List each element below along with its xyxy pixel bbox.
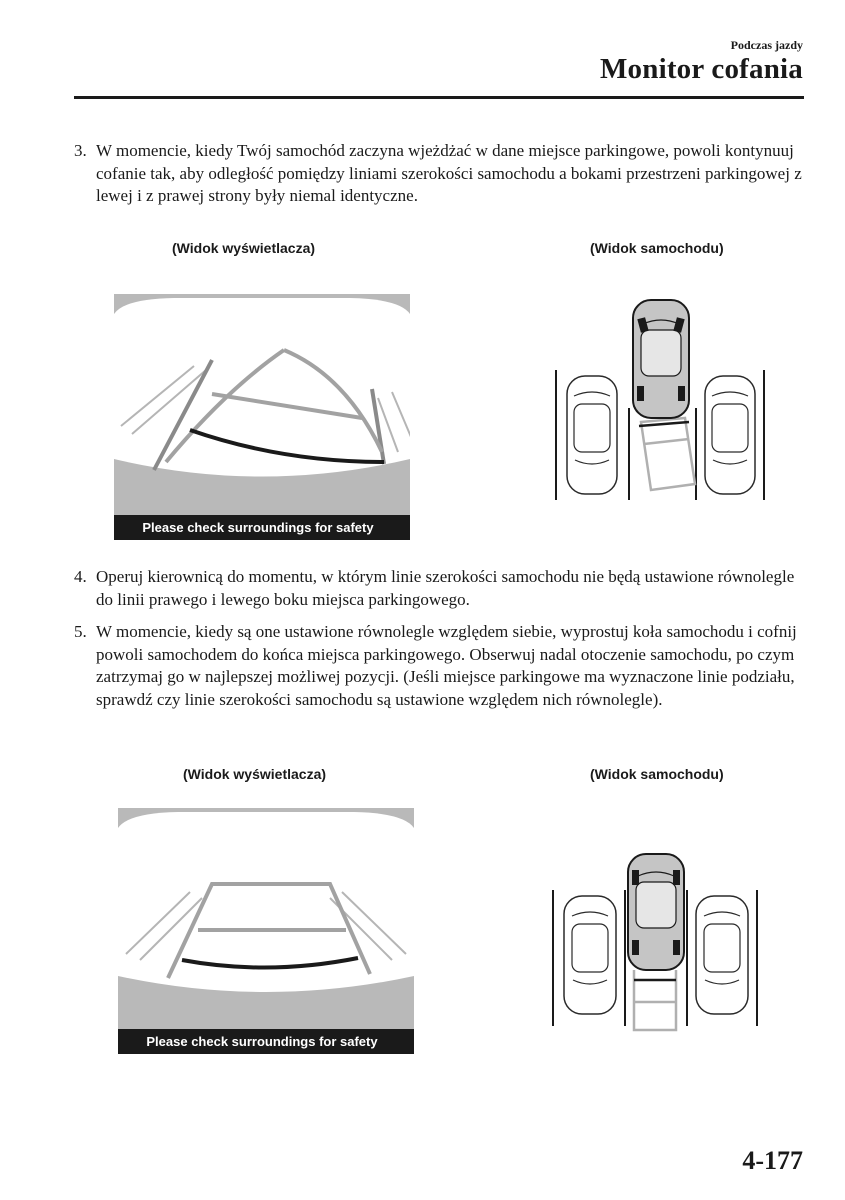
- step-4: [74, 566, 804, 611]
- parking-line-center-left: [628, 408, 630, 500]
- reversing-car: [633, 300, 689, 418]
- section-label: Podczas jazdy: [730, 38, 803, 52]
- reversing-car: [628, 854, 684, 970]
- car-parking-view-1: [555, 298, 770, 500]
- parked-car-right: [705, 376, 755, 494]
- parked-car-left: [567, 376, 617, 494]
- car-parking-view-2: [550, 852, 765, 1032]
- step-text: W momencie, kiedy są one ustawione równolegle względem siebie, wyprostuj koła samochodu i cofnij powoli samochodem do końca miejsca parkingowego. Obserwuj nadal otoczenie samochodu, po czym zatrzymaj go w najlepszej możliwej pozycji. (Jeśli miejsce parkingowe ma wyznaczone linie podziału, sprawdź czy linie szerokości samochodu są ustawione względem nich równolegle).: [96, 622, 797, 709]
- parking-line-right: [763, 370, 765, 500]
- guide-frame-mid: [644, 439, 689, 444]
- step-text: W momencie, kiedy Twój samochód zaczyna wjeżdżać w dane miejsce parkingowe, powoli kontynuuj cofanie tak, aby odległość pomiędzy liniami szerokości samochodu a bokami przestrzeni parkingowej z lewej i z prawej strony były niemal identyczne.: [96, 141, 802, 205]
- parking-line-left: [555, 370, 557, 500]
- step-text: Operuj kierownicą do momentu, w którym linie szerokości samochodu nie będą ustawione równolegle do linii prawego i lewego boku miejsca parkingowego.: [96, 567, 795, 609]
- parked-car-right: [696, 896, 748, 1014]
- guide-frame: [641, 418, 695, 490]
- parking-line-right: [756, 890, 758, 1026]
- parking-line-center-left: [624, 890, 626, 1026]
- camera-image-area: [118, 812, 414, 992]
- warning-text: Please check surroundings for safety: [146, 1034, 378, 1049]
- parking-line-center-right: [686, 890, 688, 1026]
- step-number: 5.: [74, 622, 87, 641]
- header-rule: [74, 96, 804, 99]
- camera-display-view-2: [118, 808, 414, 1054]
- parked-car-left: [564, 896, 616, 1014]
- car-view-caption: (Widok samochodu): [590, 240, 724, 256]
- page-title: Monitor cofania: [599, 53, 803, 85]
- step-3: [74, 140, 804, 208]
- step-number: 4.: [74, 567, 87, 586]
- display-view-caption: (Widok wyświetlacza): [172, 240, 316, 256]
- display-view-caption: (Widok wyświetlacza): [183, 766, 327, 782]
- step-number: 3.: [74, 141, 87, 160]
- warning-text: Please check surroundings for safety: [142, 520, 374, 535]
- car-view-caption: (Widok samochodu): [590, 766, 724, 782]
- page-number: 4-177: [742, 1146, 803, 1175]
- parking-line-center-right: [695, 408, 697, 500]
- parking-line-left: [552, 890, 554, 1026]
- camera-display-view-1: [114, 294, 410, 540]
- step-5: [74, 621, 804, 711]
